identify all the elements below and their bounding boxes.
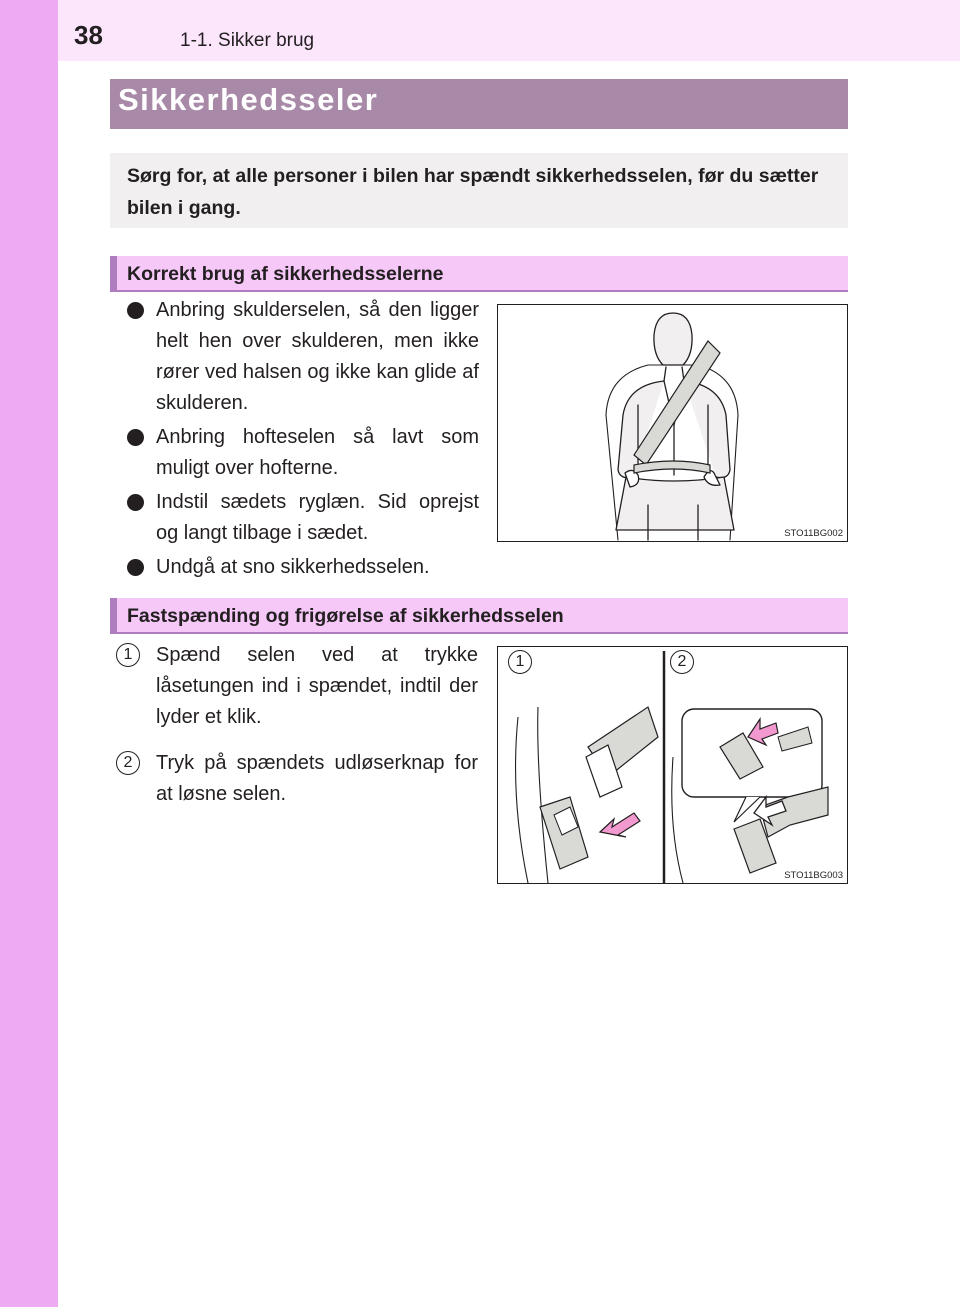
step-item: 2 Tryk på spændets udløserknap for at løsne selen. xyxy=(116,748,478,810)
bullet-list xyxy=(127,295,479,586)
seated-person-seatbelt-figure xyxy=(497,304,848,542)
page-title: Sikkerhedsseler xyxy=(118,82,379,117)
list-item: Indstil sædets ryglæn. Sid oprejst og langt tilbage i sædet. xyxy=(127,487,479,549)
list-item: Anbring skulderselen, så den ligger helt hen over skulderen, men ikke rører ved halsen og ikke kan glide af skulderen. xyxy=(127,295,479,419)
buckle-figure xyxy=(497,646,848,884)
section-label: 1-1. Sikker brug xyxy=(180,30,315,51)
step-list xyxy=(116,640,478,825)
bullet-icon xyxy=(127,494,144,511)
list-item: Anbring hofteselen så lavt som muligt over hofterne. xyxy=(127,422,479,484)
figure-code: STO11BG002 xyxy=(784,528,843,539)
page-number: 38 xyxy=(74,20,103,50)
figure-code: STO11BG003 xyxy=(784,870,843,881)
subheading-correct-use: Korrekt brug af sikkerhedsselerne xyxy=(127,263,444,285)
bullet-icon xyxy=(127,429,144,446)
step-number-badge: 1 xyxy=(116,643,140,667)
bullet-icon xyxy=(127,559,144,576)
side-color-band xyxy=(0,0,58,1307)
list-item: Undgå at sno sikkerhedsselen. xyxy=(127,552,479,583)
intro-text: Sørg for, at alle personer i bilen har spændt sikkerhedsselen, før du sætter bilen i gang. xyxy=(127,165,819,219)
buckle-illustration xyxy=(498,647,847,883)
figure-step-badge: 2 xyxy=(670,650,694,674)
step-number-badge: 2 xyxy=(116,751,140,775)
subheading-fastening: Fastspænding og frigørelse af sikkerhedsselen xyxy=(127,605,564,627)
seated-person-illustration xyxy=(498,305,847,541)
step-item: 1 Spænd selen ved at trykke låsetungen ind i spændet, indtil der lyder et klik. xyxy=(116,640,478,733)
figure-step-badge: 1 xyxy=(508,650,532,674)
bullet-icon xyxy=(127,302,144,319)
